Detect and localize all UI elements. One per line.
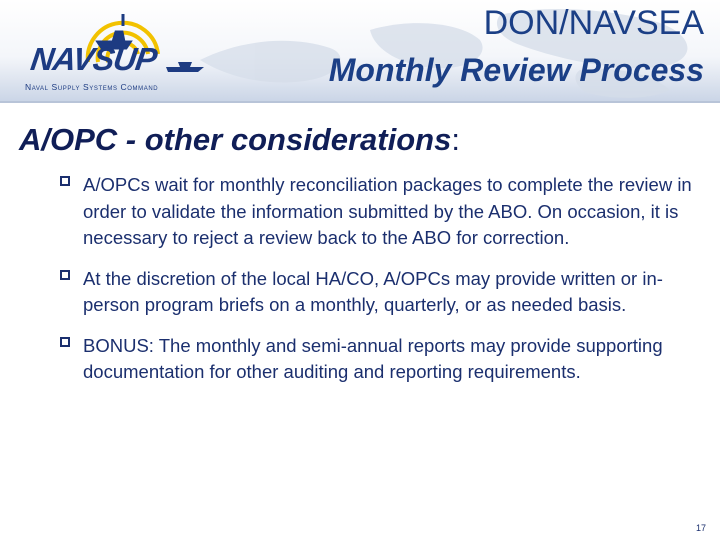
bullet-item bbox=[60, 333, 710, 386]
bullet-text: BONUS: The monthly and semi-annual reports may provide supporting documentation for other auditing and reporting requirements. bbox=[83, 334, 663, 382]
square-bullet-icon bbox=[60, 270, 70, 280]
header-subtitle: Monthly Review Process bbox=[328, 52, 704, 88]
bullet-text: At the discretion of the local HA/CO, A/OPCs may provide written or in-person program briefs on a monthly, quarterly, or as needed basis. bbox=[83, 267, 663, 315]
slide-heading bbox=[19, 122, 460, 158]
bullet-item bbox=[60, 266, 710, 319]
header-title: DON/NAVSEA bbox=[483, 4, 704, 42]
navsup-subtitle: Naval Supply Systems Command bbox=[25, 82, 159, 92]
navsup-wordmark: NAVSUP bbox=[28, 41, 159, 77]
bullet-item bbox=[60, 172, 710, 252]
square-bullet-icon bbox=[60, 337, 70, 347]
slide-heading-colon: : bbox=[451, 122, 460, 157]
bullet-text: A/OPCs wait for monthly reconciliation packages to complete the review in order to validate the information submitted by the ABO. On occasion, it is necessary to reject a review back to the ABO for correction. bbox=[83, 174, 692, 248]
bullet-list bbox=[60, 172, 710, 400]
square-bullet-icon bbox=[60, 176, 70, 186]
header-divider bbox=[0, 101, 720, 103]
slide-heading-text: A/OPC - other considerations bbox=[19, 122, 452, 157]
page-number: 17 bbox=[695, 523, 706, 533]
navsup-logo bbox=[18, 6, 218, 98]
slide-header bbox=[0, 0, 720, 103]
